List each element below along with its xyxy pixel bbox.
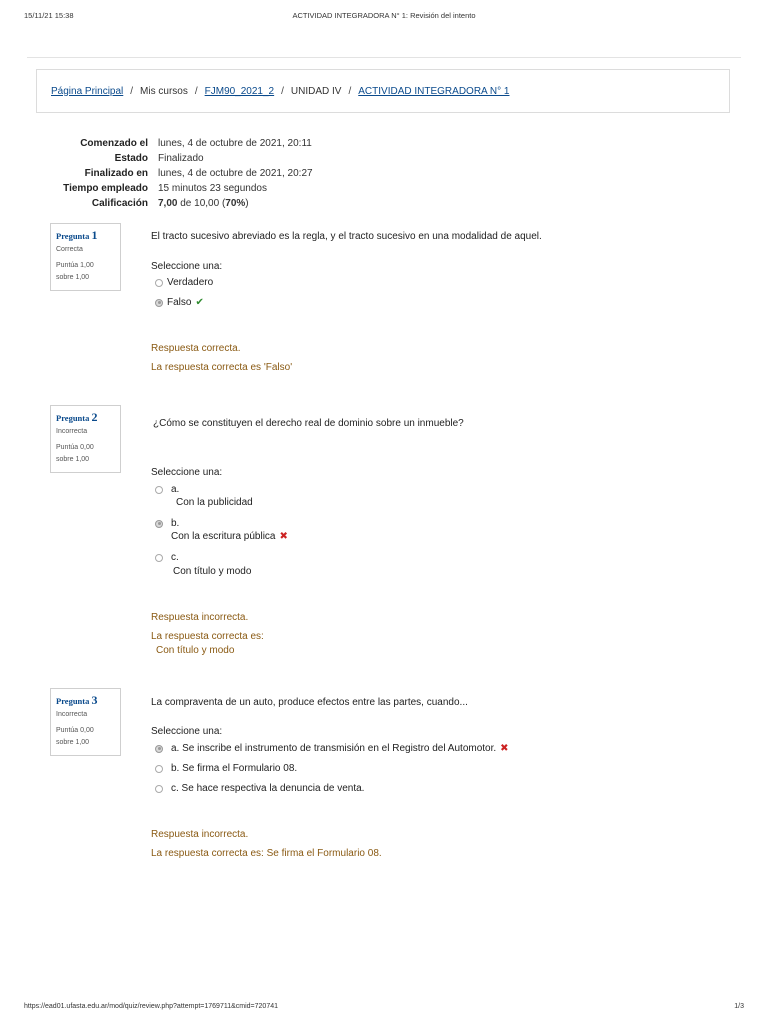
answer-option[interactable] bbox=[155, 783, 364, 794]
radio-button[interactable] bbox=[155, 554, 163, 562]
breadcrumb bbox=[36, 69, 730, 113]
question-grade bbox=[56, 260, 115, 284]
cross-icon: ✖ bbox=[500, 743, 509, 754]
answer-option[interactable] bbox=[155, 763, 297, 774]
print-header bbox=[24, 11, 744, 23]
option-text: Falso bbox=[167, 297, 192, 308]
radio-button-selected[interactable] bbox=[155, 520, 163, 528]
started-value: lunes, 4 de octubre de 2021, 20:11 bbox=[158, 138, 312, 149]
divider bbox=[27, 57, 741, 58]
question-grade bbox=[56, 442, 115, 466]
check-icon: ✔ bbox=[195, 297, 204, 308]
radio-button-selected[interactable] bbox=[155, 745, 163, 753]
question-state: Incorrecta bbox=[56, 428, 88, 435]
question-number bbox=[56, 410, 115, 425]
state-value: Finalizado bbox=[158, 153, 204, 164]
cross-icon: ✖ bbox=[279, 531, 288, 542]
question-number bbox=[56, 693, 115, 708]
option-text: c. Se hace respectiva la denuncia de venta. bbox=[171, 783, 365, 794]
option-text: Verdadero bbox=[167, 277, 214, 288]
option-text: a. Se inscribe el instrumento de transmisión en el Registro del Automotor. bbox=[171, 743, 497, 754]
radio-button[interactable] bbox=[155, 785, 163, 793]
finished-value: lunes, 4 de octubre de 2021, 20:27 bbox=[158, 168, 313, 179]
right-answer-value: Con título y modo bbox=[156, 645, 235, 656]
started-label: Comenzado el bbox=[80, 138, 148, 149]
select-prompt: Seleccione una: bbox=[151, 261, 223, 272]
answer-option[interactable] bbox=[155, 297, 204, 308]
question-number bbox=[56, 228, 115, 243]
option-text: b. Se firma el Formulario 08. bbox=[171, 763, 298, 774]
grade-label: Calificación bbox=[91, 198, 148, 209]
question-grade bbox=[56, 725, 115, 749]
grade-line: sobre 1,00 bbox=[56, 456, 90, 463]
time-value: 15 minutos 23 segundos bbox=[158, 183, 267, 194]
question-num: 2 bbox=[91, 410, 98, 424]
question-state: Incorrecta bbox=[56, 711, 88, 718]
breadcrumb-unit: UNIDAD IV bbox=[290, 85, 342, 97]
question-label: Pregunta bbox=[56, 696, 90, 706]
breadcrumb-course-link[interactable]: FJM90_2021_2 bbox=[204, 85, 275, 97]
grade-line: Puntúa 0,00 bbox=[56, 444, 94, 451]
option-label: Con la escritura pública bbox=[171, 531, 276, 542]
grade-value bbox=[158, 198, 249, 209]
grade-mid: de 10,00 ( bbox=[177, 198, 226, 209]
select-prompt: Seleccione una: bbox=[151, 467, 223, 478]
answer-option[interactable] bbox=[155, 277, 213, 288]
question-info-2 bbox=[50, 405, 121, 473]
finished-label: Finalizado en bbox=[84, 168, 148, 179]
time-label: Tiempo empleado bbox=[63, 183, 148, 194]
right-answer-text: La respuesta correcta es 'Falso' bbox=[151, 362, 293, 373]
option-letter: a. bbox=[171, 484, 180, 495]
breadcrumb-separator: / bbox=[348, 85, 352, 97]
question-text: La compraventa de un auto, produce efectos entre las partes, cuando... bbox=[151, 697, 468, 708]
radio-button[interactable] bbox=[155, 765, 163, 773]
radio-button[interactable] bbox=[155, 279, 163, 287]
question-text: El tracto sucesivo abreviado es la regla, y el tracto sucesivo en una modalidad de aquel. bbox=[151, 231, 542, 242]
question-num: 3 bbox=[91, 693, 98, 707]
grade-end: ) bbox=[245, 198, 249, 209]
question-text: ¿Cómo se constituyen el derecho real de dominio sobre un inmueble? bbox=[153, 418, 464, 429]
grade-line: sobre 1,00 bbox=[56, 739, 90, 746]
feedback-text: Respuesta incorrecta. bbox=[151, 829, 249, 840]
question-info-1 bbox=[50, 223, 121, 291]
answer-option[interactable] bbox=[155, 518, 179, 529]
answer-option[interactable] bbox=[155, 552, 179, 563]
option-text: Con la publicidad bbox=[176, 497, 253, 508]
feedback-text: Respuesta incorrecta. bbox=[151, 612, 249, 623]
option-letter: b. bbox=[171, 518, 180, 529]
grade-line: sobre 1,00 bbox=[56, 274, 90, 281]
grade-line: Puntúa 1,00 bbox=[56, 262, 94, 269]
right-answer-text: La respuesta correcta es: Se firma el Formulario 08. bbox=[151, 848, 382, 859]
page-number: 1/3 bbox=[734, 1003, 744, 1010]
feedback-text: Respuesta correcta. bbox=[151, 343, 241, 354]
option-text: Con título y modo bbox=[173, 566, 252, 577]
print-url: https://ead01.ufasta.edu.ar/mod/quiz/review.php?attempt=1769711&cmid=720741 bbox=[24, 1003, 278, 1010]
answer-option[interactable] bbox=[155, 743, 509, 754]
breadcrumb-separator: / bbox=[194, 85, 198, 97]
radio-button-selected[interactable] bbox=[155, 299, 163, 307]
grade-percent: 70% bbox=[225, 198, 246, 209]
select-prompt: Seleccione una: bbox=[151, 726, 223, 737]
right-answer-text: La respuesta correcta es: bbox=[151, 631, 264, 642]
breadcrumb-activity-link[interactable]: ACTIVIDAD INTEGRADORA N° 1 bbox=[358, 85, 510, 97]
question-num: 1 bbox=[91, 228, 98, 242]
state-label: Estado bbox=[114, 153, 148, 164]
breadcrumb-home-link[interactable]: Página Principal bbox=[51, 85, 124, 97]
question-label: Pregunta bbox=[56, 231, 90, 241]
breadcrumb-courses: Mis cursos bbox=[140, 85, 188, 97]
option-text bbox=[171, 531, 288, 542]
grade-line: Puntúa 0,00 bbox=[56, 727, 94, 734]
question-info-3 bbox=[50, 688, 121, 756]
answer-option[interactable] bbox=[155, 484, 179, 495]
breadcrumb-separator: / bbox=[130, 85, 134, 97]
question-label: Pregunta bbox=[56, 413, 90, 423]
breadcrumb-separator: / bbox=[281, 85, 284, 97]
question-state: Correcta bbox=[56, 246, 83, 253]
print-datetime: 15/11/21 15:38 bbox=[24, 11, 74, 20]
print-title: ACTIVIDAD INTEGRADORA N° 1: Revisión del intento bbox=[292, 11, 476, 20]
grade-score: 7,00 bbox=[158, 198, 178, 209]
option-letter: c. bbox=[171, 552, 179, 563]
radio-button[interactable] bbox=[155, 486, 163, 494]
